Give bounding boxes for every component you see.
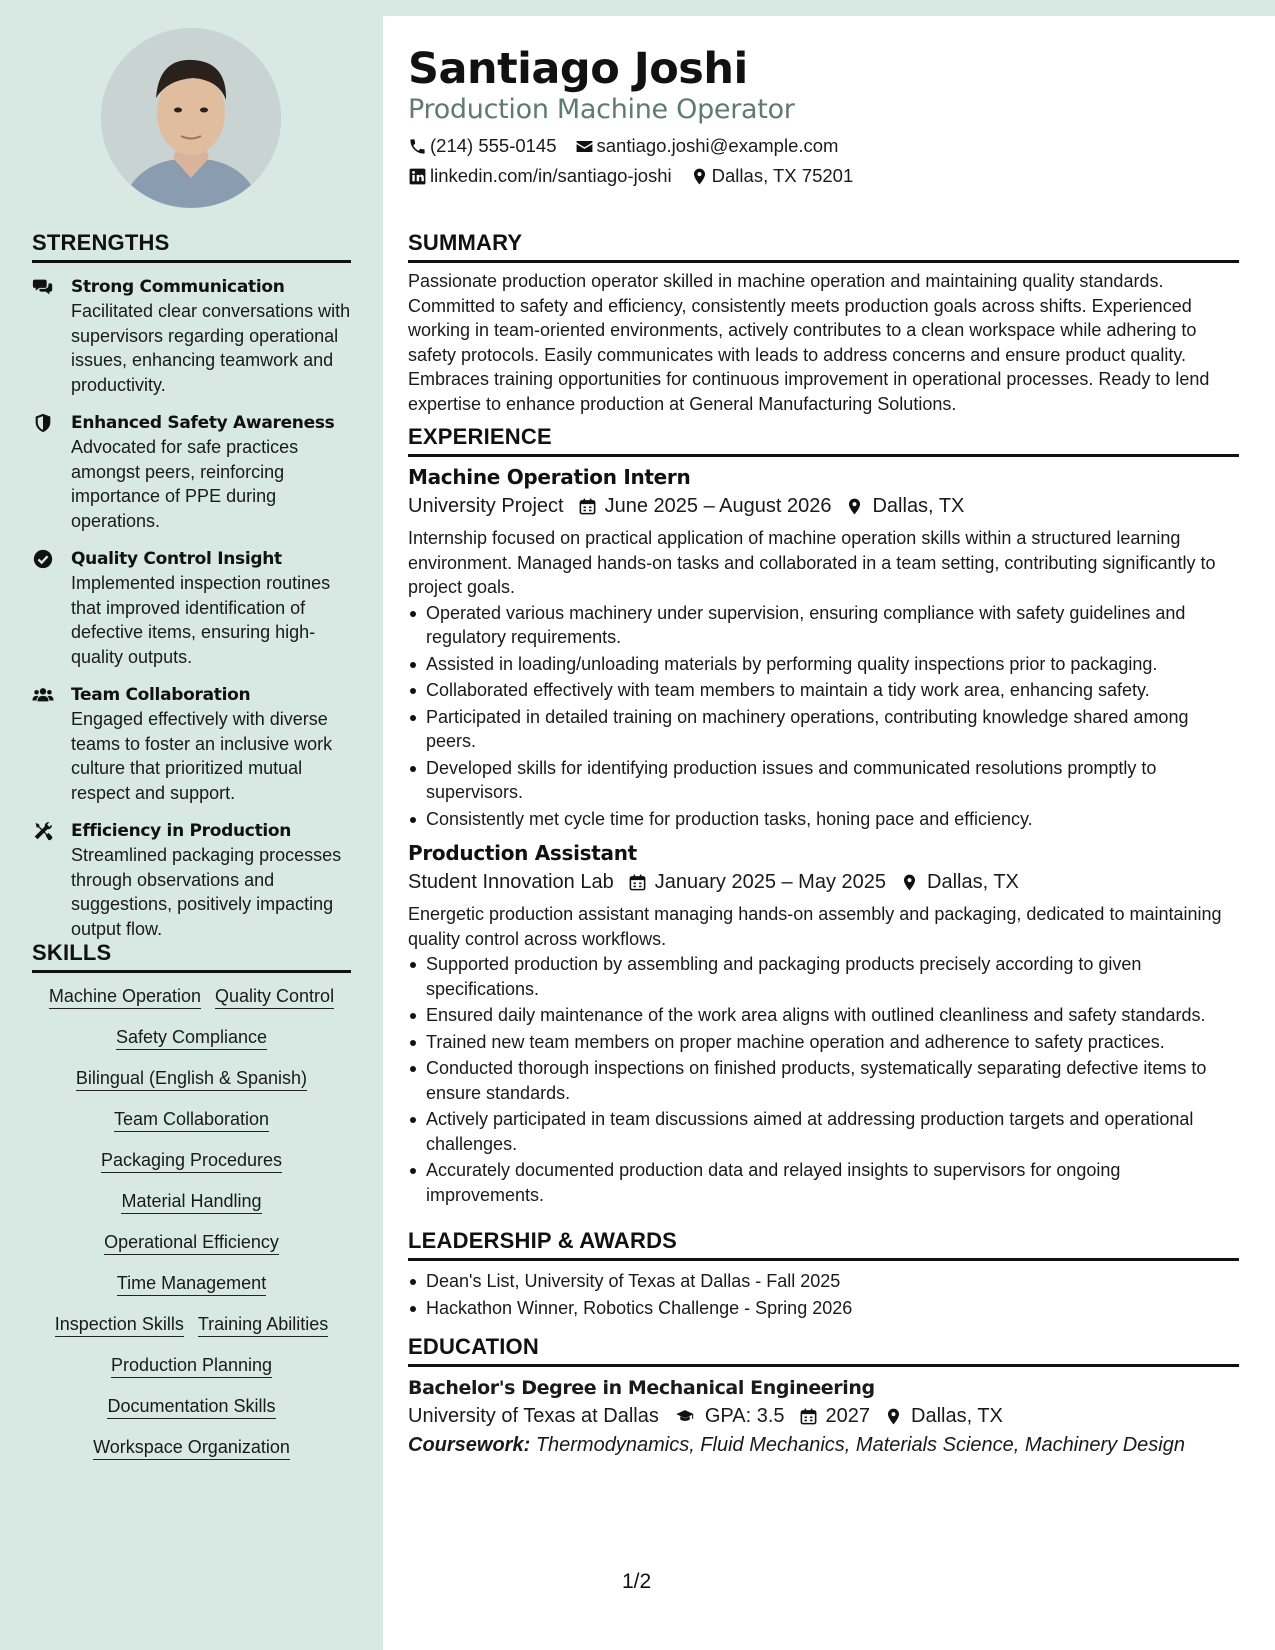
email-contact[interactable] [575, 135, 839, 157]
tools-icon [32, 820, 54, 842]
list-item: Accurately documented production data and relayed insights to supervisors for ongoing improvements. [408, 1158, 1239, 1207]
skill-tag: Machine Operation [49, 987, 201, 1009]
skill-tag: Safety Compliance [116, 1028, 267, 1050]
job-dates: June 2025 – August 2026 [604, 495, 832, 517]
strengths-heading: STRENGTHS [32, 230, 351, 263]
coursework [408, 1434, 1239, 1457]
linkedin-text[interactable]: linkedin.com/in/santiago-joshi [430, 165, 672, 186]
strength-desc: Engaged effectively with diverse teams to foster an inclusive work culture that prioritized mutual respect and support. [71, 709, 333, 803]
job-entry [408, 465, 1239, 831]
skill-tag: Time Management [117, 1274, 266, 1296]
skill-tag: Production Planning [111, 1356, 272, 1378]
strength-item [32, 547, 351, 669]
skill-tag: Bilingual (English & Spanish) [76, 1069, 307, 1091]
linkedin-icon [408, 167, 427, 186]
location-text: Dallas, TX 75201 [711, 165, 854, 186]
list-item: Operated various machinery under supervision, ensuring compliance with safety guidelines and regulatory requirements. [408, 601, 1239, 650]
experience-section [408, 424, 1239, 1209]
education-location: Dallas, TX [911, 1405, 1003, 1427]
contact-row-2 [408, 165, 871, 187]
check-circle-icon [32, 548, 54, 570]
profile-photo [101, 28, 281, 208]
skill-tag: Workspace Organization [93, 1438, 290, 1460]
skill-tag: Operational Efficiency [104, 1233, 279, 1255]
skill-tag: Team Collaboration [114, 1110, 269, 1132]
graduation-year: 2027 [825, 1405, 871, 1427]
education-heading: EDUCATION [408, 1334, 1239, 1367]
job-org: Student Innovation Lab [408, 871, 614, 893]
contact-row-1 [408, 135, 856, 157]
strength-title: Efficiency in Production [71, 821, 292, 841]
education-section [408, 1334, 1239, 1457]
map-pin-icon [845, 497, 864, 516]
linkedin-contact[interactable] [408, 165, 672, 187]
strength-item [32, 275, 351, 397]
skill-tag: Material Handling [121, 1192, 261, 1214]
job-bullets [408, 952, 1239, 1207]
job-meta [408, 871, 1239, 894]
coursework-label: Coursework: [408, 1434, 531, 1456]
summary-text: Passionate production operator skilled in machine operation and maintaining quality standards. Committed to safety and efficiency, consistently meets production goals across shifts. Experienced working in team-oriented environments, actively contributes to a clean workspace while adhering to safety protocols. Easily communicates with leads to address concerns and ensure product quality. Embraces training opportunities for continuous improvement in operational processes. Ready to lend expertise to enhance production at General Manufacturing Solutions. [408, 271, 1210, 414]
strength-desc: Streamlined packaging processes through observations and suggestions, positively impacting output flow. [71, 845, 342, 939]
awards-list [408, 1269, 1239, 1320]
job-title: Machine Operation Intern [408, 465, 691, 489]
school-name: University of Texas at Dallas [408, 1405, 659, 1427]
summary-heading: SUMMARY [408, 230, 1239, 263]
skills-section [32, 940, 351, 1479]
job-title: Production Assistant [408, 841, 637, 865]
skill-tag: Training Abilities [198, 1315, 328, 1337]
candidate-name: Santiago Joshi [408, 44, 748, 94]
strength-item [32, 683, 351, 805]
list-item: Ensured daily maintenance of the work area aligns with outlined cleanliness and safety standards. [408, 1003, 1239, 1028]
list-item: Consistently met cycle time for production tasks, honing pace and efficiency. [408, 807, 1239, 832]
job-meta [408, 495, 1239, 518]
location-contact [690, 165, 854, 187]
list-item: Trained new team members on proper machine operation and adherence to safety practices. [408, 1030, 1239, 1055]
strength-title: Quality Control Insight [71, 549, 282, 569]
experience-heading: EXPERIENCE [408, 424, 1239, 457]
strength-desc: Facilitated clear conversations with supervisors regarding operational issues, enhancing teamwork and productivity. [71, 301, 351, 395]
map-pin-icon [900, 873, 919, 892]
strength-desc: Advocated for safe practices amongst peers, reinforcing importance of PPE during operations. [71, 437, 299, 531]
skill-tag: Quality Control [215, 987, 334, 1009]
job-entry [408, 841, 1239, 1207]
job-bullets [408, 601, 1239, 832]
awards-section [408, 1228, 1239, 1322]
skill-tag: Inspection Skills [55, 1315, 184, 1337]
graduation-cap-icon [673, 1407, 697, 1426]
job-org: University Project [408, 495, 564, 517]
candidate-title: Production Machine Operator [408, 94, 795, 125]
list-item: Assisted in loading/unloading materials by performing quality inspections prior to packaging. [408, 652, 1239, 677]
strength-title: Strong Communication [71, 277, 285, 297]
list-item: Conducted thorough inspections on finished products, systematically separating defective items to ensure standards. [408, 1056, 1239, 1105]
strength-title: Team Collaboration [71, 685, 251, 705]
map-pin-icon [690, 167, 709, 186]
job-desc: Internship focused on practical application of machine operation skills within a structured learning environment. Managed hands-on tasks and collaborated in a team setting, contributing significantly to project goals. [408, 528, 1216, 597]
list-item: Developed skills for identifying production issues and communicated resolutions promptly to supervisors. [408, 756, 1239, 805]
users-icon [32, 684, 54, 706]
job-location: Dallas, TX [872, 495, 965, 517]
list-item: Dean's List, University of Texas at Dallas - Fall 2025 [408, 1269, 1239, 1294]
list-item: Participated in detailed training on machinery operations, contributing knowledge shared among peers. [408, 705, 1239, 754]
comments-icon [32, 276, 54, 298]
page-number: 1/2 [622, 1570, 652, 1593]
degree-title: Bachelor's Degree in Mechanical Engineering [408, 1377, 875, 1399]
envelope-icon [575, 137, 594, 156]
skills-heading: SKILLS [32, 940, 351, 973]
education-meta [408, 1405, 1239, 1428]
strength-title: Enhanced Safety Awareness [71, 413, 335, 433]
strength-item [32, 819, 351, 941]
list-item: Hackathon Winner, Robotics Challenge - Spring 2026 [408, 1296, 1239, 1321]
job-dates: January 2025 – May 2025 [654, 871, 887, 893]
strengths-section [32, 230, 351, 941]
job-desc: Energetic production assistant managing hands-on assembly and packaging, dedicated to maintaining quality control across workflows. [408, 904, 1222, 949]
phone-contact [408, 135, 557, 157]
strength-item [32, 411, 351, 533]
coursework-text: Thermodynamics, Fluid Mechanics, Materials Science, Machinery Design [535, 1434, 1185, 1456]
calendar-icon [578, 497, 597, 516]
skills-list [32, 987, 351, 1479]
calendar-icon [799, 1407, 818, 1426]
shield-icon [32, 412, 54, 434]
calendar-icon [628, 873, 647, 892]
gpa: GPA: 3.5 [704, 1405, 785, 1427]
list-item: Supported production by assembling and packaging products precisely according to given specifications. [408, 952, 1239, 1001]
summary-section [408, 230, 1239, 416]
skill-tag: Documentation Skills [107, 1397, 275, 1419]
phone-icon [408, 137, 427, 156]
email-text[interactable]: santiago.joshi@example.com [596, 135, 839, 156]
list-item: Actively participated in team discussions aimed at addressing production targets and operational challenges. [408, 1107, 1239, 1156]
phone-text: (214) 555-0145 [430, 135, 557, 156]
awards-heading: LEADERSHIP & AWARDS [408, 1228, 1239, 1261]
skill-tag: Packaging Procedures [101, 1151, 282, 1173]
top-strip [0, 0, 1275, 16]
map-pin-icon [884, 1407, 903, 1426]
strength-desc: Implemented inspection routines that improved identification of defective items, ensuring high-quality outputs. [71, 573, 331, 667]
list-item: Collaborated effectively with team members to maintain a tidy work area, enhancing safety. [408, 678, 1239, 703]
job-location: Dallas, TX [927, 871, 1019, 893]
